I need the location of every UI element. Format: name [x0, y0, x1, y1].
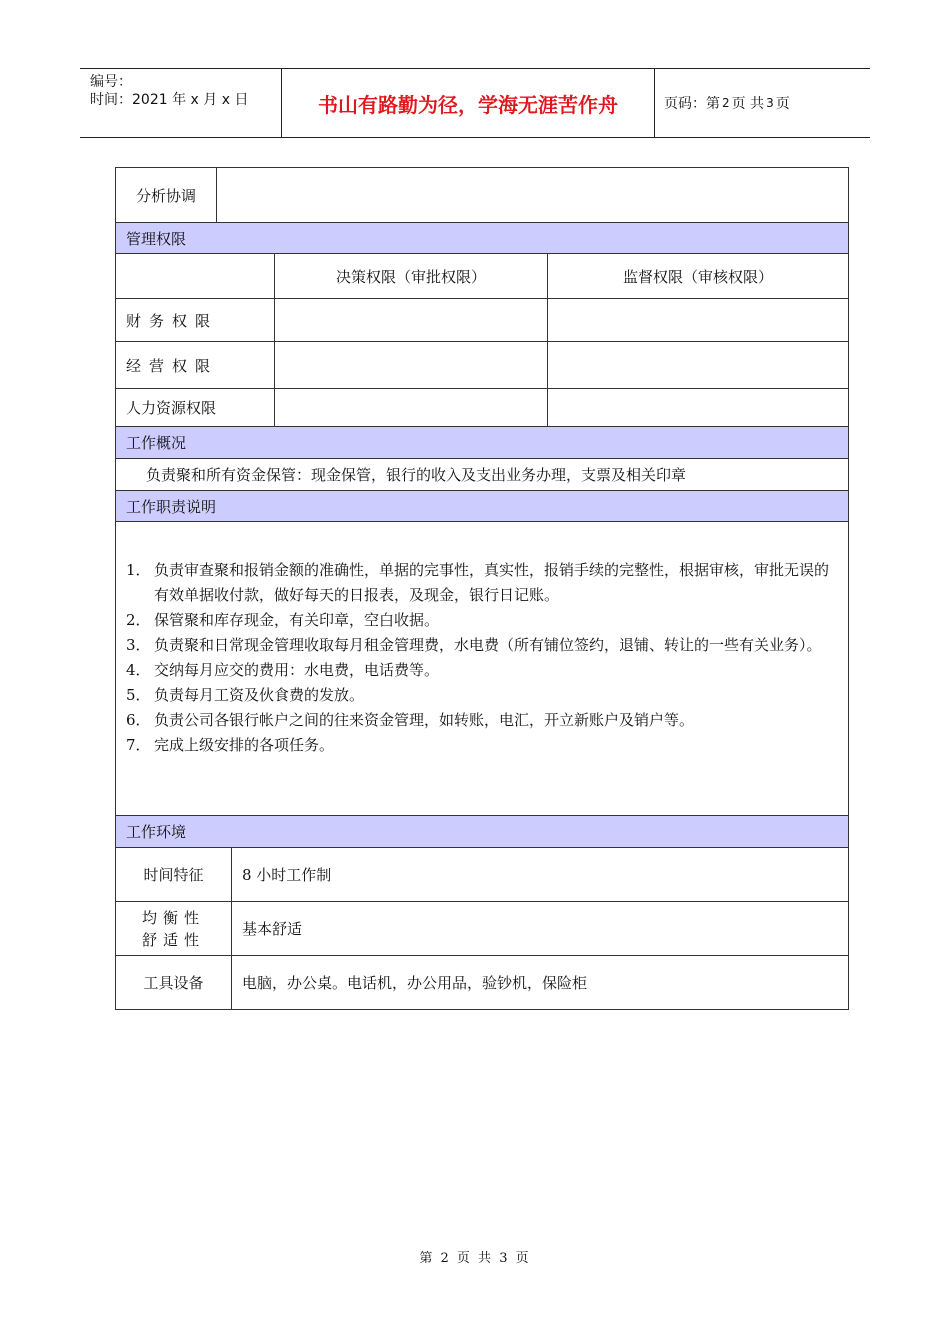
page-total: 3 [766, 96, 774, 110]
page-header [80, 68, 870, 138]
authority-row-label: 经营权限 [116, 342, 275, 388]
overview-row [116, 459, 848, 491]
duty-number: 4． [126, 661, 151, 679]
analysis-label: 分析协调 [116, 168, 217, 222]
authority-col-supervision: 监督权限（审核权限） [622, 267, 773, 286]
authority-row-hr [116, 389, 848, 427]
environment-value: 基本舒适 [242, 920, 303, 938]
authority-supervision-cell [548, 299, 848, 341]
environment-section-header: 工作环境 [116, 816, 848, 848]
environment-label [116, 902, 232, 955]
authority-decision-cell [275, 389, 548, 426]
environment-row-tools [116, 956, 848, 1009]
environment-label: 时间特征 [116, 848, 232, 901]
duty-number: 7． [126, 736, 151, 754]
job-description-form [115, 167, 849, 1010]
environment-row-comfort [116, 902, 848, 956]
document-number-label: 编号： [90, 74, 132, 90]
page-footer: 第 2 页 共 3 页 [419, 1251, 531, 1266]
duties-section-header: 工作职责说明 [116, 491, 848, 522]
duty-number: 1． [126, 561, 151, 579]
page-mid: 页 共 [731, 96, 765, 112]
duties-list [116, 522, 848, 816]
analysis-row [116, 168, 848, 223]
duty-text: 负责聚和日常现金管理收取每月租金管理费，水电费（所有铺位签约，退铺、转让的一些有关业务）。 [154, 636, 822, 654]
authority-row-label: 财务权限 [116, 299, 275, 341]
list-item [126, 683, 840, 708]
overview-text: 负责聚和所有资金保管：现金保管，银行的收入及支出业务办理，支票及相关印章 [146, 466, 687, 484]
duty-text: 完成上级安排的各项任务。 [154, 736, 335, 754]
authority-col-decision: 决策权限（审批权限） [275, 254, 548, 298]
duty-text: 负责每月工资及伙食费的发放。 [154, 686, 365, 704]
duty-text: 交纳每月应交的费用：水电费，电话费等。 [154, 661, 440, 679]
list-item [126, 608, 840, 633]
authority-row-finance [116, 299, 848, 342]
environment-label: 工具设备 [116, 956, 232, 1009]
list-item [126, 633, 840, 658]
document-date: 时间：2021 年 x 月 x 日 [90, 92, 249, 108]
page-suffix: 页 [775, 96, 790, 112]
analysis-value [217, 168, 848, 222]
authority-supervision-cell [548, 342, 848, 388]
list-item [126, 558, 840, 608]
header-slogan: 书山有路勤为径，学海无涯苦作舟 [282, 69, 655, 137]
authority-supervision-cell [548, 389, 848, 426]
header-page-number [654, 69, 870, 137]
authority-decision-cell [275, 299, 548, 341]
authority-row-operation [116, 342, 848, 389]
authority-row-label: 人力资源权限 [116, 389, 275, 426]
environment-label-line2: 舒适性 [141, 930, 205, 949]
header-meta [80, 69, 282, 137]
environment-label-line1: 均衡性 [141, 908, 205, 927]
duty-number: 2． [126, 611, 151, 629]
duty-text: 负责审查聚和报销金额的准确性，单据的完事性，真实性，报销手续的完整性，根据审核，审批无误的有效单据收付款，做好每天的日报表，及现金，银行日记账。 [154, 561, 830, 604]
environment-value: 8 小时工作制 [242, 866, 332, 884]
authority-decision-cell [275, 342, 548, 388]
environment-row-time [116, 848, 848, 902]
environment-value: 电脑，办公桌。电话机，办公用品，验钞机，保险柜 [242, 974, 588, 992]
list-item [126, 708, 840, 733]
list-item [126, 733, 840, 758]
authority-corner [116, 254, 275, 298]
duty-text: 负责公司各银行帐户之间的往来资金管理，如转账，电汇，开立新账户及销户等。 [154, 711, 695, 729]
duty-number: 6． [126, 711, 151, 729]
list-item [126, 658, 840, 683]
authority-header-row [116, 254, 848, 299]
authority-section-header: 管理权限 [116, 223, 848, 254]
page-prefix: 页码：第 [664, 96, 720, 112]
duty-number: 5． [126, 686, 151, 704]
page-current: 2 [722, 96, 730, 110]
duty-number: 3． [126, 636, 151, 654]
duty-text: 保管聚和库存现金，有关印章，空白收据。 [154, 611, 440, 629]
overview-section-header: 工作概况 [116, 427, 848, 459]
